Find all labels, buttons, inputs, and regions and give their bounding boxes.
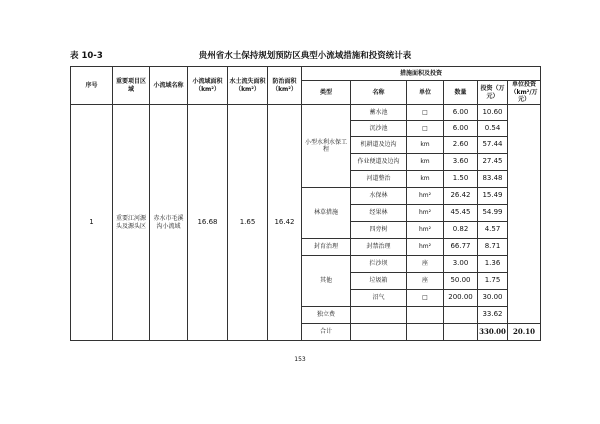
cell-unit: km (407, 154, 444, 171)
cell-qty: 200.00 (444, 290, 478, 307)
cell-name: 四旁树 (351, 222, 407, 239)
cell-invest: 10.60 (478, 105, 508, 121)
cell-qty: 6.00 (444, 121, 478, 137)
table-number: 表 10-3 (70, 51, 103, 61)
cell-empty (444, 324, 478, 341)
cell-empty (407, 307, 444, 324)
cell-type-water-works: 小型水利水保工程 (302, 105, 351, 188)
cell-empty (444, 307, 478, 324)
cell-name: 封禁治理 (351, 239, 407, 256)
cell-unit: hm² (407, 205, 444, 222)
cell-type-vegetation: 林草措施 (302, 188, 351, 239)
cell-name: 沼气 (351, 290, 407, 307)
table-caption (70, 49, 540, 63)
cell-unit: km (407, 137, 444, 154)
table-row (71, 105, 541, 121)
cell-qty: 50.00 (444, 273, 478, 290)
cell-qty: 3.00 (444, 256, 478, 273)
cell-name: 拦沙坝 (351, 256, 407, 273)
header-erosion-area: 水土流失面积（km²） (228, 67, 268, 105)
cell-name: 沉沙池 (351, 121, 407, 137)
cell-invest: 0.54 (478, 121, 508, 137)
header-qty: 数量 (444, 81, 478, 105)
cell-invest: 57.44 (478, 137, 508, 154)
page-number: 153 (294, 356, 306, 363)
cell-unit-invest-empty (508, 105, 541, 324)
header-measures-group: 措施面积及投资 (302, 67, 541, 81)
cell-erosion-area: 1.65 (228, 105, 268, 341)
cell-type-total: 合计 (302, 324, 351, 341)
table-title: 贵州省水土保持规划预防区典型小流域措施和投资统计表 (198, 51, 412, 61)
header-invest: 投资（万元） (478, 81, 508, 105)
cell-qty: 0.82 (444, 222, 478, 239)
header-prevention-area: 防治面积（km²） (268, 67, 302, 105)
cell-name: 蓄水池 (351, 105, 407, 121)
header-region: 重要项目区域 (113, 67, 150, 105)
cell-invest: 33.62 (478, 307, 508, 324)
header-row-1 (71, 67, 541, 81)
cell-invest: 4.57 (478, 222, 508, 239)
cell-empty (407, 324, 444, 341)
cell-empty (351, 307, 407, 324)
cell-watershed-area: 16.68 (188, 105, 228, 341)
cell-unit: hm² (407, 222, 444, 239)
cell-name: 河道整治 (351, 171, 407, 188)
cell-prevention-area: 16.42 (268, 105, 302, 341)
cell-qty: 6.00 (444, 105, 478, 121)
cell-name: 水保林 (351, 188, 407, 205)
cell-name: 经果林 (351, 205, 407, 222)
cell-invest: 8.71 (478, 239, 508, 256)
cell-unit: □ (407, 121, 444, 137)
header-name: 名称 (351, 81, 407, 105)
header-unit-invest: 单位投资（km²/万元） (508, 81, 541, 105)
cell-region: 重要江河源头及源头区 (113, 105, 150, 341)
cell-unit: □ (407, 290, 444, 307)
cell-qty: 26.42 (444, 188, 478, 205)
cell-qty: 2.60 (444, 137, 478, 154)
cell-invest: 1.36 (478, 256, 508, 273)
cell-qty: 45.45 (444, 205, 478, 222)
cell-name: 机耕道及边沟 (351, 137, 407, 154)
header-unit: 单位 (407, 81, 444, 105)
cell-qty: 66.77 (444, 239, 478, 256)
cell-type-independent-fee: 独立费 (302, 307, 351, 324)
header-type: 类型 (302, 81, 351, 105)
cell-invest: 27.45 (478, 154, 508, 171)
cell-type-enclosure: 封育治理 (302, 239, 351, 256)
cell-unit: hm² (407, 188, 444, 205)
cell-seq: 1 (71, 105, 113, 341)
cell-total-unit-invest: 20.10 (508, 324, 541, 341)
cell-unit: hm² (407, 239, 444, 256)
cell-unit: 座 (407, 273, 444, 290)
cell-invest: 54.99 (478, 205, 508, 222)
header-watershed-name: 小流域名称 (150, 67, 188, 105)
cell-name: 垃圾箱 (351, 273, 407, 290)
header-watershed-area: 小流域面积（km²） (188, 67, 228, 105)
cell-invest: 83.48 (478, 171, 508, 188)
cell-unit: km (407, 171, 444, 188)
header-seq: 序号 (71, 67, 113, 105)
cell-type-other: 其他 (302, 256, 351, 307)
cell-invest: 1.75 (478, 273, 508, 290)
cell-unit: □ (407, 105, 444, 121)
cell-invest: 30.00 (478, 290, 508, 307)
cell-name: 作业便道及边沟 (351, 154, 407, 171)
statistics-table (70, 66, 541, 341)
cell-qty: 1.50 (444, 171, 478, 188)
cell-invest: 15.49 (478, 188, 508, 205)
cell-qty: 3.60 (444, 154, 478, 171)
cell-watershed-name: 赤水市毛溪沟小流域 (150, 105, 188, 341)
cell-empty (351, 324, 407, 341)
cell-total-invest: 330.00 (478, 324, 508, 341)
cell-unit: 座 (407, 256, 444, 273)
